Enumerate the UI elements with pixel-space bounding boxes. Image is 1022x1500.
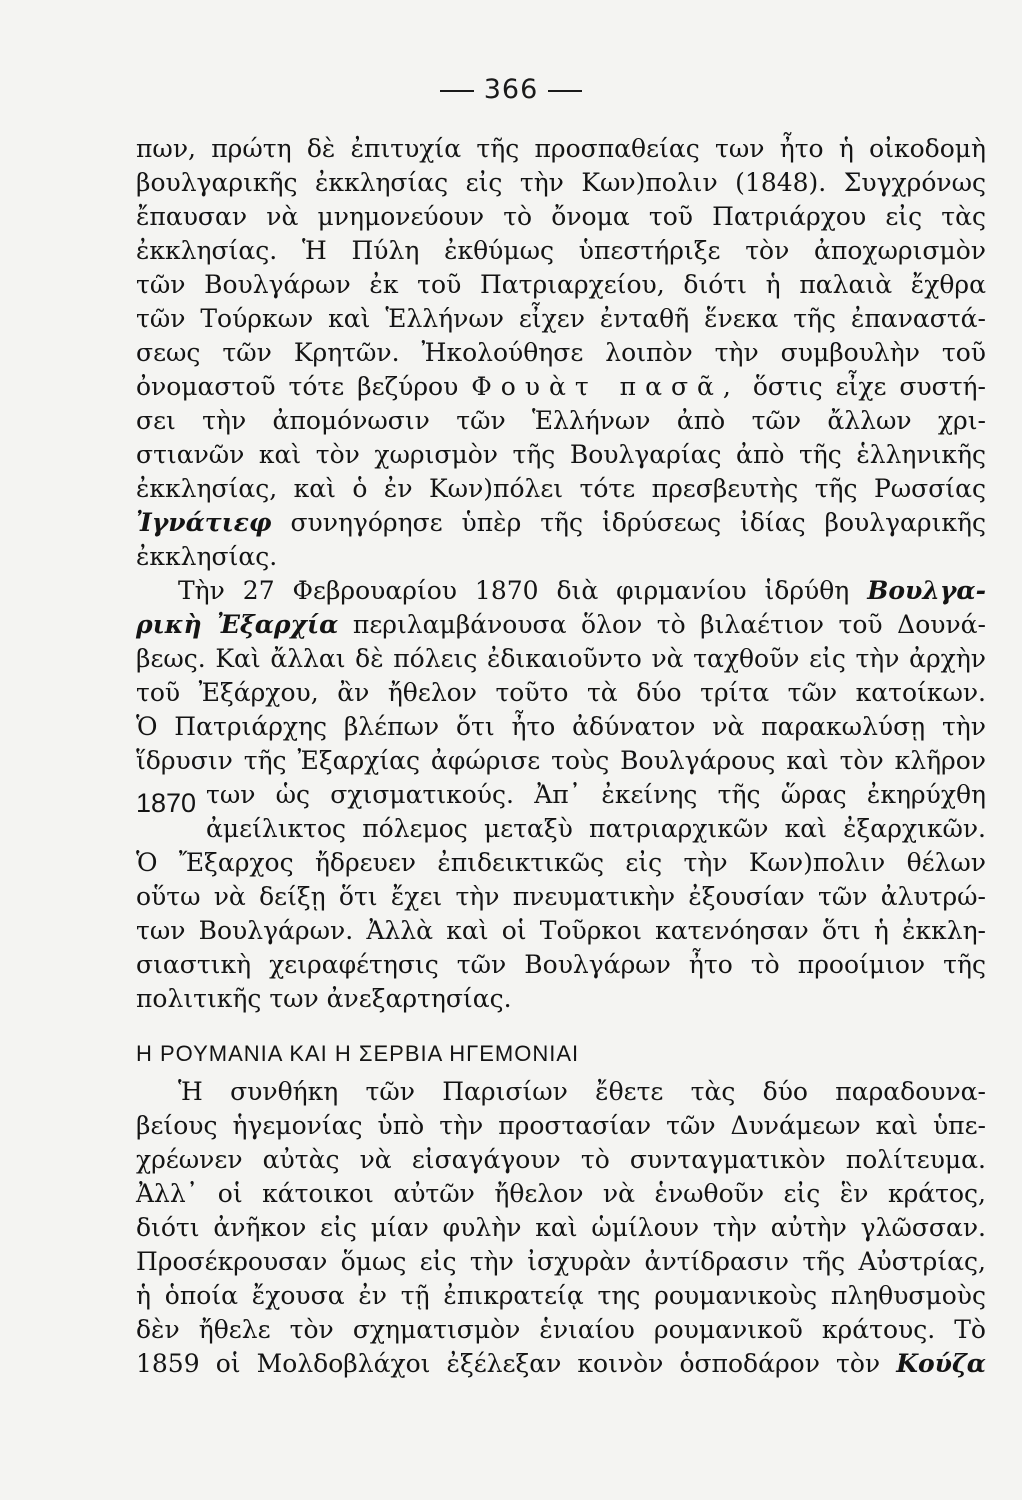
text-line: χρέωνεν αὐτὰς νὰ εἰσαγάγουν τὸ συνταγματικὸν πολίτευμα.	[136, 1145, 986, 1174]
text-run: 1859 οἱ Μολδοβλάχοι ἐξέλεξαν κοινὸν ὁσποδάρον τὸν	[136, 1349, 881, 1378]
text-line: Ὁ Ἔξαρχος ἤδρευεν ἐπιδεικτικῶς εἰς τὴν Κων)πολιν θέλων	[136, 848, 986, 877]
emphasized-name: Κούζα	[896, 1349, 987, 1378]
emphasized-name: Ἰγνάτιεφ	[136, 508, 272, 537]
text-line: πολιτικῆς των ἀνεξαρτησίας.	[136, 984, 512, 1013]
text-line: Προσέκρουσαν ὅμως εἰς τὴν ἰσχυρὰν ἀντίδρασιν τῆς Αὐστρίας,	[136, 1247, 986, 1276]
text-line: Ὁ Πατριάρχης βλέπων ὅτι ἦτο ἀδύνατον νὰ παρακωλύσῃ τὴν	[136, 712, 986, 741]
text-line: τῶν Τούρκων καὶ Ἑλλήνων εἶχεν ἐνταθῆ ἕνεκα τῆς ἐπαναστά-	[136, 304, 986, 333]
text-run: ὅστις εἶχε συστή-	[752, 372, 986, 401]
margin-date: 1870	[136, 788, 197, 818]
text-line: σει τὴν ἀπομόνωσιν τῶν Ἑλλήνων ἀπὸ τῶν ἄλλων χρι-	[136, 406, 986, 435]
text-line: ἐκκλησίας, καὶ ὁ ἐν Κων)πόλει τότε πρεσβευτὴς τῆς Ρωσσίας	[136, 474, 986, 503]
text-line	[136, 608, 986, 642]
dash-right	[548, 90, 582, 92]
text-line: ἐκκλησίας.	[136, 542, 278, 571]
text-line: βείους ἡγεμονίας ὑπὸ τὴν προστασίαν τῶν Δυνάμεων καὶ ὑπε-	[136, 1111, 986, 1140]
emphasized-name: Βουλγα-	[867, 576, 986, 605]
section-heading: Η ΡΟΥΜΑΝΙΑ ΚΑΙ Η ΣΕΡΒΙΑ ΗΓΕΜΟΝΙΑΙ	[136, 1041, 580, 1066]
text-run: συνηγόρησε ὑπὲρ τῆς ἱδρύσεως ἰδίας βουλγαρικῆς	[290, 508, 986, 537]
text-line: δὲν ἤθελε τὸν σχηματισμὸν ἑνιαίου ρουμανικοῦ κράτους. Τὸ	[136, 1315, 986, 1344]
text-line: Ἀλλ᾽ οἱ κάτοικοι αὐτῶν ἤθελον νὰ ἑνωθοῦν εἰς ἓν κράτος,	[136, 1179, 986, 1208]
text-line: τῶν Βουλγάρων ἐκ τοῦ Πατριαρχείου, διότι ἡ παλαιὰ ἔχθρα	[136, 270, 986, 299]
text-line: Ἡ συνθήκη τῶν Παρισίων ἔθετε τὰς δύο παραδουνα-	[178, 1077, 986, 1106]
emphasized-name: Φουὰτ πασᾶ,	[471, 372, 740, 401]
text-line: διότι ἀνῆκον εἰς μίαν φυλὴν καὶ ὡμίλουν τὴν αὐτὴν γλῶσσαν.	[136, 1213, 986, 1242]
text-line: ἀμείλικτος πόλεμος μεταξὺ πατριαρχικῶν καὶ ἐξαρχικῶν.	[206, 814, 986, 843]
text-run: ὀνομαστοῦ τότε βεζύρου	[136, 372, 459, 401]
text-line: πων, πρώτη δὲ ἐπιτυχία τῆς προσπαθείας των ἦτο ἡ οἰκοδομὴ	[136, 134, 986, 163]
text-line: ἔπαυσαν νὰ μνημονεύουν τὸ ὄνομα τοῦ Πατριάρχου εἰς τὰς	[136, 202, 986, 231]
text-line: σιαστικὴ χειραφέτησις τῶν Βουλγάρων ἦτο τὸ προοίμιον τῆς	[136, 950, 986, 979]
text-line	[178, 574, 986, 608]
text-line: των ὡς σχισματικούς. Ἀπ᾽ ἐκείνης τῆς ὥρας ἐκηρύχθη	[206, 780, 986, 809]
text-line: ἡ ὁποία ἔχουσα ἐν τῇ ἐπικρατείᾳ της ρουμανικοὺς πληθυσμοὺς	[136, 1281, 986, 1310]
text-line: ἵδρυσιν τῆς Ἐξαρχίας ἀφώρισε τοὺς Βουλγάρους καὶ τὸν κλῆρον	[136, 746, 986, 775]
dash-left	[440, 90, 474, 92]
text-line: στιανῶν καὶ τὸν χωρισμὸν τῆς Βουλγαρίας ἀπὸ τῆς ἑλληνικῆς	[136, 440, 986, 469]
text-line	[136, 1347, 986, 1381]
emphasized-name: ρικὴ Ἐξαρχία	[136, 610, 339, 639]
text-line: οὕτω νὰ δείξῃ ὅτι ἔχει τὴν πνευματικὴν ἐξουσίαν τῶν ἀλυτρώ-	[136, 882, 986, 911]
text-run: Τὴν 27 Φεβρουαρίου 1870 διὰ φιρμανίου ἱδρύθη	[178, 576, 850, 605]
text-line: τοῦ Ἐξάρχου, ἂν ἤθελον τοῦτο τὰ δύο τρίτα τῶν κατοίκων.	[136, 678, 986, 707]
text-run: περιλαμβάνουσα ὅλον τὸ βιλαέτιον τοῦ Δουνά-	[352, 610, 987, 639]
text-line: ἐκκλησίας. Ἡ Πύλη ἐκθύμως ὑπεστήριξε τὸν ἀποχωρισμὸν	[136, 236, 986, 265]
text-line: σεως τῶν Κρητῶν. Ἠκολούθησε λοιπὸν τὴν συμβουλὴν τοῦ	[136, 338, 986, 367]
text-line: βεως. Καὶ ἄλλαι δὲ πόλεις ἐδικαιοῦντο νὰ ταχθοῦν εἰς τὴν ἀρχὴν	[136, 644, 986, 673]
text-line: των Βουλγάρων. Ἀλλὰ καὶ οἱ Τοῦρκοι κατενόησαν ὅτι ἡ ἐκκλη-	[136, 916, 986, 945]
text-line	[136, 506, 986, 540]
text-line: βουλγαρικῆς ἐκκλησίας εἰς τὴν Κων)πολιν (1848). Συγχρόνως	[136, 168, 986, 197]
text-line	[136, 370, 986, 404]
page-number: 366	[0, 74, 1022, 105]
